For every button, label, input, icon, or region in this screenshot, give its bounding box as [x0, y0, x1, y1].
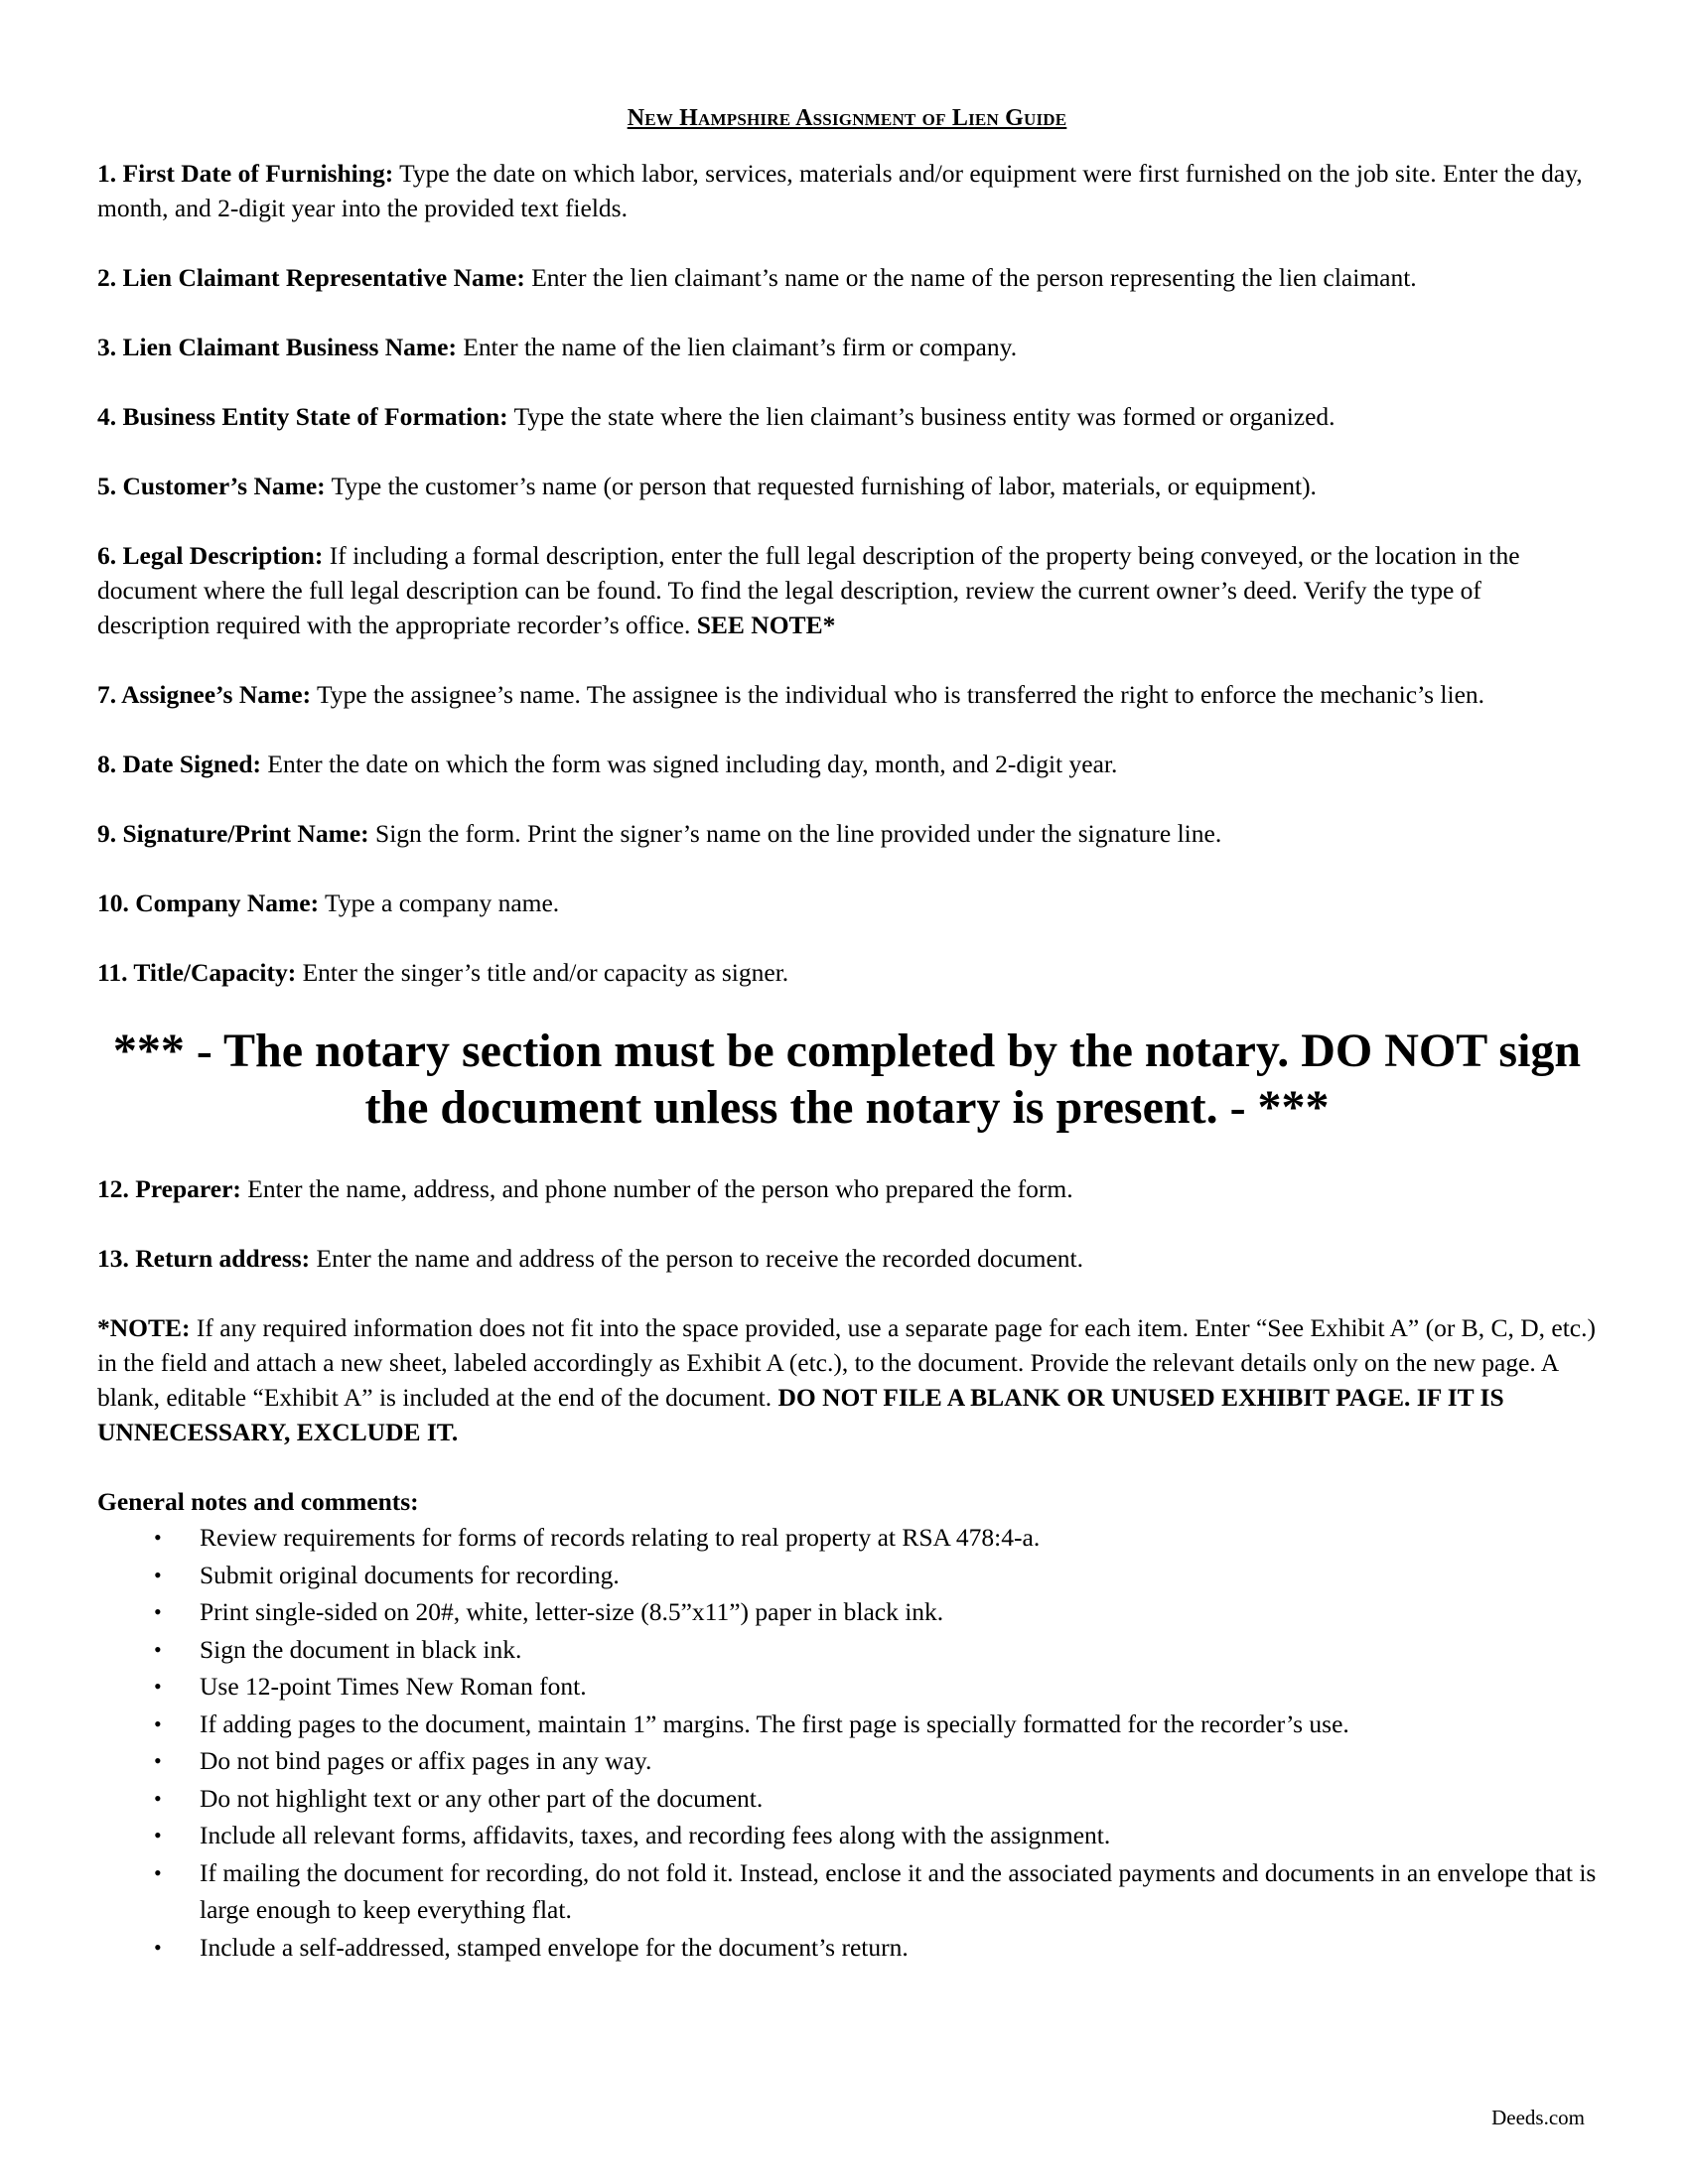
item-label: 11. Title/Capacity: [97, 958, 297, 987]
list-item [97, 1668, 1597, 1706]
bullet-icon: • [154, 1823, 162, 1847]
see-note-reference: SEE NOTE* [696, 611, 836, 639]
bullet-icon: • [154, 1934, 162, 1960]
item-label: 9. Signature/Print Name: [97, 819, 369, 848]
list-item-text: If adding pages to the document, maintain 1” margins. The first page is specially formatted for the recorder’s use. [200, 1708, 1349, 1738]
bullet-icon: • [154, 1674, 162, 1699]
list-item [97, 1780, 1597, 1818]
guide-item-assignees-name [97, 677, 1597, 712]
item-text: Enter the name and address of the person to receive the recorded document. [310, 1244, 1084, 1273]
bullet-icon: • [154, 1525, 162, 1550]
list-item [97, 1519, 1597, 1557]
item-label: 13. Return address: [97, 1244, 311, 1273]
document-title: New Hampshire Assignment of Lien Guide [627, 105, 1067, 131]
guide-item-lien-claimant-business-name [97, 330, 1597, 364]
item-text: Type a company name. [319, 888, 560, 917]
list-item-text: Sign the document in black ink. [200, 1634, 522, 1664]
list-item [97, 1929, 1597, 1967]
bullet-icon: • [154, 1785, 162, 1811]
item-label: 8. Date Signed: [97, 750, 262, 778]
bullet-icon: • [154, 1748, 162, 1773]
list-item-text: Include a self-addressed, stamped envelope for the document’s return. [200, 1932, 909, 1962]
note-warning: DO NOT FILE A BLANK OR UNUSED EXHIBIT PAGE. IF IT IS UNNECESSARY, EXCLUDE IT. [97, 1383, 1504, 1446]
list-item [97, 1706, 1597, 1743]
bullet-icon: • [154, 1562, 162, 1587]
list-item [97, 1817, 1597, 1854]
guide-item-lien-claimant-representative-name [97, 260, 1597, 295]
list-item [97, 1557, 1597, 1594]
item-text: Enter the singer’s title and/or capacity as signer. [296, 958, 789, 987]
item-text: Enter the name of the lien claimant’s firm or company. [456, 333, 1018, 361]
list-item [97, 1593, 1597, 1631]
item-label: 3. Lien Claimant Business Name: [97, 333, 457, 361]
general-notes-list [97, 1519, 1597, 1966]
item-label: 12. Preparer: [97, 1174, 241, 1203]
list-item-text: Use 12-point Times New Roman font. [200, 1672, 587, 1701]
list-item-text: Include all relevant forms, affidavits, taxes, and recording fees along with the assignment. [200, 1821, 1111, 1849]
guide-item-business-entity-state [97, 399, 1597, 434]
bullet-icon: • [154, 1859, 162, 1885]
guide-item-customers-name [97, 469, 1597, 503]
item-label: 10. Company Name: [97, 888, 320, 917]
item-text: Type the date on which labor, services, materials and/or equipment were first furnished on the job site. Enter the day, month, and 2-digit year into the provided text fields. [97, 159, 1583, 222]
footer-brand: Deeds.com [1491, 2106, 1585, 2129]
item-label: 2. Lien Claimant Representative Name: [97, 263, 525, 292]
item-text: Type the assignee’s name. The assignee is the individual who is transferred the right to enforce the mechanic’s lien. [311, 680, 1485, 709]
list-item-text: Do not bind pages or affix pages in any way. [200, 1746, 652, 1775]
item-label: 7. Assignee’s Name: [97, 680, 312, 709]
list-item-text: Review requirements for forms of records relating to real property at RSA 478:4-a. [200, 1523, 1041, 1552]
guide-item-return-address [97, 1241, 1597, 1276]
item-label: 1. First Date of Furnishing: [97, 159, 394, 188]
item-text: If including a formal description, enter the full legal description of the property being conveyed, or the location in the document where the full legal description can be found. To find the legal description, review the current owner’s deed. Verify the type of description required with the appropriate recorder’s office. [97, 541, 1520, 639]
list-item-text: Submit original documents for recording. [200, 1560, 620, 1589]
document-page [97, 103, 1597, 1966]
bullet-icon: • [154, 1636, 162, 1662]
item-text: Enter the name, address, and phone number of the person who prepared the form. [240, 1174, 1073, 1203]
bullet-icon: • [154, 1710, 162, 1736]
list-item [97, 1742, 1597, 1780]
list-item [97, 1854, 1597, 1929]
guide-item-legal-description [97, 538, 1597, 642]
item-text: Enter the date on which the form was signed including day, month, and 2-digit year. [261, 750, 1118, 778]
item-text: Sign the form. Print the signer’s name on the line provided under the signature line. [368, 819, 1222, 848]
note-label: *NOTE: [97, 1313, 191, 1342]
exhibit-note [97, 1310, 1597, 1449]
item-text: Enter the lien claimant’s name or the name of the person representing the lien claimant. [524, 263, 1417, 292]
list-item-text: Print single-sided on 20#, white, letter-size (8.5”x11”) paper in black ink. [200, 1597, 944, 1626]
guide-item-signature-print-name [97, 816, 1597, 851]
note-text: If any required information does not fit into the space provided, use a separate page for each item. Enter “See Exhibit A” (or B, C, D, etc.) in the field and attach a new sheet, labeled accordingly as Exhibit A (etc.), to the document. Provide the relevant details only on the new page. A blank, editable “Exhibit A” is included at the end of the document. [97, 1313, 1596, 1412]
item-label: 6. Legal Description: [97, 541, 324, 570]
guide-item-first-date-of-furnishing [97, 156, 1597, 225]
item-label: 4. Business Entity State of Formation: [97, 402, 508, 431]
item-label: 5. Customer’s Name: [97, 472, 326, 500]
general-notes-heading: General notes and comments: [97, 1487, 419, 1516]
guide-item-company-name [97, 886, 1597, 920]
item-text: Type the state where the lien claimant’s business entity was formed or organized. [507, 402, 1336, 431]
guide-item-date-signed [97, 747, 1597, 781]
guide-item-title-capacity [97, 955, 1597, 990]
list-item-text: Do not highlight text or any other part of the document. [200, 1783, 764, 1813]
bullet-icon: • [154, 1599, 162, 1624]
item-text: Type the customer’s name (or person that requested furnishing of labor, materials, or equipment). [325, 472, 1317, 500]
notary-warning: *** - The notary section must be completed by the notary. DO NOT sign the document unless the notary is present. - *** [112, 1024, 1582, 1134]
guide-item-preparer [97, 1171, 1597, 1206]
list-item [97, 1631, 1597, 1669]
list-item-text: If mailing the document for recording, do not fold it. Instead, enclose it and the associated payments and documents in an envelope that is large enough to keep everything flat. [200, 1857, 1597, 1924]
